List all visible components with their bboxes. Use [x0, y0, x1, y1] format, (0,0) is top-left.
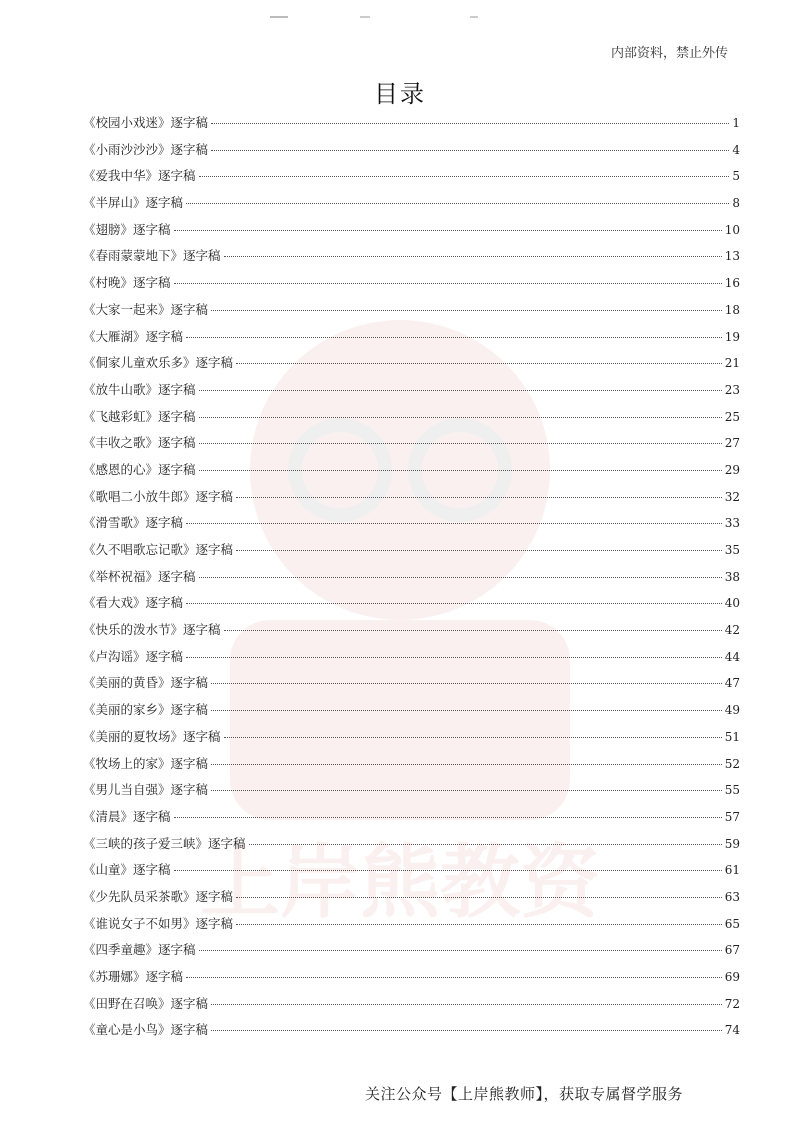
dot-leader: [236, 924, 722, 925]
toc-entry-title: 《放牛山歌》逐字稿: [83, 381, 196, 397]
toc-entry-page-number: 57: [724, 809, 740, 824]
dot-leader: [186, 523, 722, 524]
dot-leader: [174, 230, 722, 231]
dot-leader: [211, 310, 722, 311]
toc-entry[interactable]: [83, 297, 740, 324]
toc-entry-title: 《男儿当自强》逐字稿: [83, 782, 209, 798]
toc-entry-page-number: 1: [732, 116, 740, 130]
dot-leader: [199, 390, 722, 391]
toc-entry-page-number: 67: [724, 943, 740, 958]
toc-list: [83, 110, 740, 1044]
toc-entry-title: 《田野在召唤》逐字稿: [83, 995, 209, 1011]
dot-leader: [174, 283, 722, 284]
toc-entry[interactable]: [83, 430, 740, 457]
toc-entry-title: 《爱我中华》逐字稿: [83, 168, 196, 184]
toc-entry-title: 《清晨》逐字稿: [83, 808, 171, 824]
toc-entry-page-number: 74: [724, 1023, 740, 1038]
dot-leader: [186, 977, 722, 978]
toc-entry[interactable]: [83, 163, 740, 190]
toc-entry-page-number: 4: [732, 142, 740, 157]
footer-note: 关注公众号【上岸熊教师】，获取专属督学服务: [365, 1085, 684, 1103]
dot-leader: [211, 150, 729, 151]
dot-leader: [199, 577, 722, 578]
dot-leader: [224, 256, 722, 257]
toc-entry-title: 《歌唱二小放牛郎》逐字稿: [83, 488, 234, 504]
toc-entry-title: 《翅膀》逐字稿: [83, 221, 171, 237]
toc-entry-page-number: 18: [724, 302, 740, 317]
toc-entry-title: 《谁说女子不如男》逐字稿: [83, 915, 234, 931]
dot-leader: [186, 337, 722, 338]
scan-artifact-marks: [270, 14, 490, 20]
toc-entry-title: 《大雁湖》逐字稿: [83, 328, 184, 344]
dot-leader: [211, 790, 722, 791]
toc-entry-page-number: 72: [724, 996, 740, 1011]
confidential-note: 内部资料，禁止外传: [610, 46, 728, 61]
toc-entry-page-number: 5: [732, 169, 740, 184]
toc-entry[interactable]: [83, 911, 740, 938]
toc-entry-page-number: 63: [724, 889, 740, 904]
toc-entry-title: 《看大戏》逐字稿: [83, 595, 184, 611]
toc-entry[interactable]: [83, 670, 740, 697]
toc-entry[interactable]: [83, 751, 740, 778]
toc-entry[interactable]: [83, 804, 740, 831]
toc-entry[interactable]: [83, 510, 740, 537]
toc-entry[interactable]: [83, 617, 740, 644]
toc-entry[interactable]: [83, 590, 740, 617]
toc-entry[interactable]: [83, 991, 740, 1018]
toc-entry-title: 《卢沟谣》逐字稿: [83, 648, 184, 664]
dot-leader: [211, 1030, 722, 1031]
toc-entry[interactable]: [83, 644, 740, 671]
toc-entry[interactable]: [83, 217, 740, 244]
dot-leader: [236, 497, 722, 498]
toc-entry[interactable]: [83, 404, 740, 431]
dot-leader: [211, 683, 722, 684]
toc-entry[interactable]: [83, 857, 740, 884]
dot-leader: [211, 1004, 722, 1005]
dot-leader: [236, 550, 722, 551]
toc-entry[interactable]: [83, 243, 740, 270]
dot-leader: [211, 123, 729, 124]
dot-leader: [236, 897, 722, 898]
dot-leader: [211, 764, 722, 765]
toc-entry[interactable]: [83, 270, 740, 297]
dot-leader: [199, 176, 730, 177]
toc-entry[interactable]: [83, 190, 740, 217]
toc-entry-title: 《美丽的黄昏》逐字稿: [83, 675, 209, 691]
dot-leader: [224, 737, 722, 738]
toc-entry[interactable]: [83, 964, 740, 991]
toc-entry-title: 《小雨沙沙沙》逐字稿: [83, 141, 209, 157]
dot-leader: [199, 443, 722, 444]
toc-entry[interactable]: [83, 724, 740, 751]
toc-entry[interactable]: [83, 377, 740, 404]
toc-entry-title: 《快乐的泼水节》逐字稿: [83, 622, 221, 638]
dot-leader: [174, 817, 722, 818]
toc-entry-page-number: 32: [724, 489, 740, 504]
toc-entry-page-number: 65: [724, 916, 740, 931]
toc-entry-page-number: 8: [732, 196, 740, 211]
toc-entry-title: 《久不唱歌忘记歌》逐字稿: [83, 542, 234, 557]
toc-entry-title: 《美丽的夏牧场》逐字稿: [83, 728, 221, 744]
toc-entry-page-number: 29: [724, 462, 740, 477]
toc-entry[interactable]: [83, 1017, 740, 1044]
toc-entry-title: 《半屏山》逐字稿: [83, 195, 184, 211]
toc-entry[interactable]: [83, 937, 740, 964]
toc-entry-title: 《举杯祝福》逐字稿: [83, 568, 196, 584]
toc-entry[interactable]: [83, 831, 740, 858]
toc-entry-page-number: 16: [724, 276, 740, 291]
toc-entry-title: 《三峡的孩子爱三峡》逐字稿: [83, 835, 246, 851]
toc-entry-page-number: 33: [724, 516, 740, 531]
toc-entry[interactable]: [83, 537, 740, 564]
toc-entry-title: 《村晚》逐字稿: [83, 275, 171, 291]
dot-leader: [186, 203, 729, 204]
watermark-text: 上岸熊教资: [200, 836, 600, 929]
dot-leader: [174, 870, 722, 871]
toc-entry-page-number: 38: [724, 569, 740, 584]
toc-entry-title: 《飞越彩虹》逐字稿: [83, 408, 196, 424]
toc-entry-title: 《感恩的心》逐字稿: [83, 461, 196, 477]
toc-entry[interactable]: [83, 697, 740, 724]
toc-entry-page-number: 59: [724, 836, 740, 851]
toc-entry-title: 《大家一起来》逐字稿: [83, 301, 209, 317]
toc-entry[interactable]: [83, 777, 740, 804]
dot-leader: [249, 844, 722, 845]
toc-entry-title: 《美丽的家乡》逐字稿: [83, 702, 209, 718]
toc-entry-title: 《童心是小鸟》逐字稿: [83, 1022, 209, 1038]
dot-leader: [199, 950, 722, 951]
toc-entry-page-number: 42: [724, 623, 740, 638]
toc-entry[interactable]: [83, 324, 740, 351]
toc-entry-title: 《少先队员采茶歌》逐字稿: [83, 888, 234, 904]
toc-entry-page-number: 52: [724, 756, 740, 771]
toc-entry-title: 《山童》逐字稿: [83, 862, 171, 878]
toc-entry-title: 《校园小戏迷》逐字稿: [83, 115, 209, 130]
dot-leader: [211, 710, 722, 711]
dot-leader: [236, 363, 722, 364]
toc-entry-page-number: 25: [724, 409, 740, 424]
toc-entry-page-number: 61: [724, 863, 740, 878]
toc-entry-page-number: 49: [724, 703, 740, 718]
toc-entry-page-number: 69: [724, 970, 740, 984]
toc-entry[interactable]: [83, 137, 740, 164]
dot-leader: [199, 470, 722, 471]
toc-entry-page-number: 10: [724, 222, 740, 237]
toc-entry[interactable]: [83, 457, 740, 484]
toc-entry[interactable]: [83, 484, 740, 511]
toc-entry-page-number: 35: [724, 543, 740, 557]
toc-entry[interactable]: [83, 110, 740, 137]
toc-entry-title: 《滑雪歌》逐字稿: [83, 515, 184, 531]
dot-leader: [199, 417, 722, 418]
toc-entry-title: 《苏珊娜》逐字稿: [83, 969, 184, 984]
toc-entry-page-number: 27: [724, 436, 740, 451]
toc-entry-page-number: 44: [724, 649, 740, 664]
dot-leader: [224, 630, 722, 631]
toc-entry-page-number: 51: [724, 729, 740, 744]
dot-leader: [186, 657, 722, 658]
dot-leader: [186, 603, 722, 604]
toc-entry-page-number: 23: [724, 382, 740, 397]
toc-entry-title: 《牧场上的家》逐字稿: [83, 755, 209, 771]
toc-entry-title: 《丰收之歌》逐字稿: [83, 435, 196, 451]
toc-entry[interactable]: [83, 884, 740, 911]
toc-entry-page-number: 13: [724, 249, 740, 264]
toc-entry-page-number: 21: [724, 356, 740, 371]
toc-entry-title: 《四季童趣》逐字稿: [83, 942, 196, 958]
toc-entry-page-number: 19: [724, 329, 740, 344]
toc-entry-title: 《春雨蒙蒙地下》逐字稿: [83, 248, 221, 264]
page-title: 目录: [374, 80, 426, 108]
toc-entry-page-number: 55: [724, 783, 740, 798]
toc-entry-title: 《侗家儿童欢乐多》逐字稿: [83, 355, 234, 371]
toc-entry-page-number: 40: [724, 596, 740, 611]
toc-entry[interactable]: [83, 564, 740, 591]
toc-entry[interactable]: [83, 350, 740, 377]
toc-entry-page-number: 47: [724, 676, 740, 691]
